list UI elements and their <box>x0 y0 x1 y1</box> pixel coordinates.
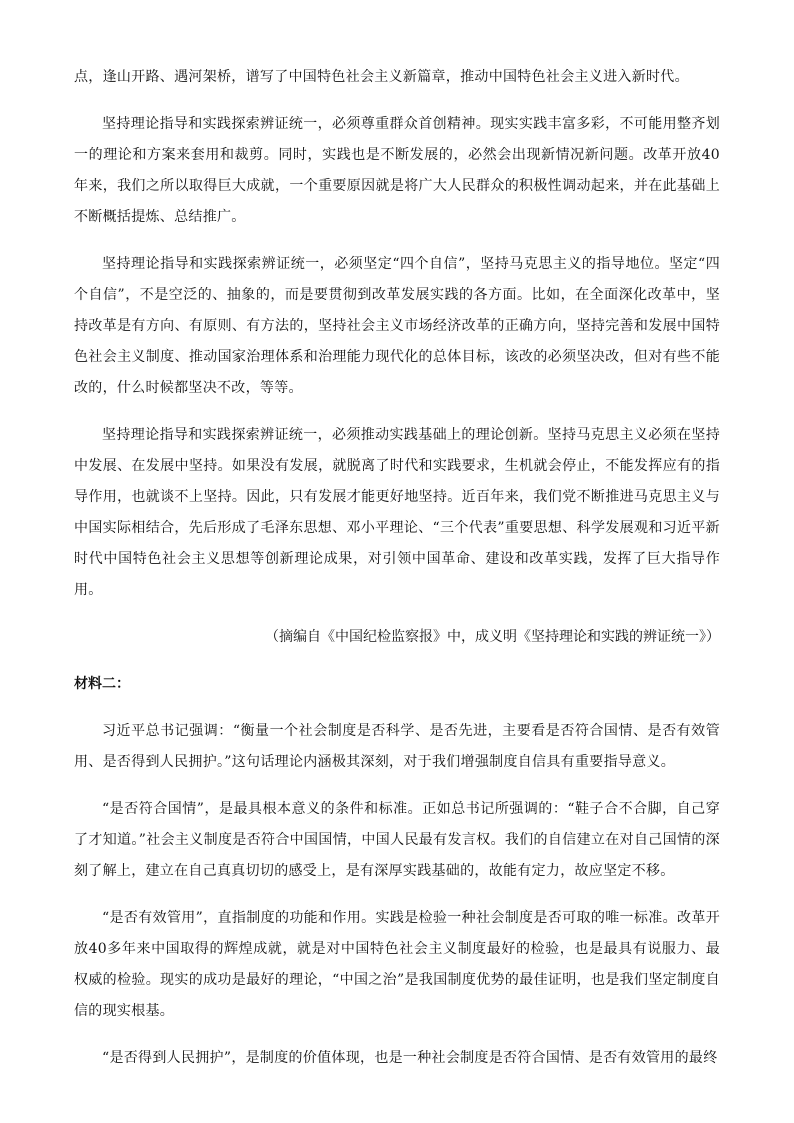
paragraph-effectiveness: “是否有效管用”，直指制度的功能和作用。实践是检验一种社会制度是否可取的唯一标准。改革开放40多年来中国取得的辉煌成就，就是对中国特色社会主义制度最好的检验，也是最具有说服力、最权威的检验。现实的成功是最好的理论，“中国之治”是我国制度优势的最佳证明，也是我们坚定制度自信的现实根基。 <box>74 910 720 1019</box>
paragraph-theoretical-innovation: 坚持理论指导和实践探索辨证统一，必须推动实践基础上的理论创新。坚持马克思主义必须在坚持中发展、在发展中坚持。如果没有发展，就脱离了时代和实践要求，生机就会停止，不能发挥应有的指导作用，也就谈不上坚持。因此，只有发展才能更好地坚持。近百年来，我们党不断推进马克思主义与中国实际相结合，先后形成了毛泽东思想、邓小平理论、“三个代表”重要思想、科学发展观和习近平新时代中国特色社会主义思想等创新理论成果，对引领中国革命、建设和改革实践，发挥了巨大指导作用。 <box>74 427 720 598</box>
paragraph-xi-quote: 习近平总书记强调：“衡量一个社会制度是否科学、是否先进，主要看是否符合国情、是否有效管用、是否得到人民拥护。”这句话理论内涵极其深刻，对于我们增强制度自信具有重要指导意义。 <box>74 723 720 770</box>
paragraph-continuation: 点，逢山开路、遇河架桥，谱写了中国特色社会主义新篇章，推动中国特色社会主义进入新时代。 <box>74 69 689 85</box>
source-citation: （摘编自《中国纪检监察报》中，成义明《坚持理论和实践的辨证统一》） <box>265 629 720 645</box>
paragraph-mass-initiative: 坚持理论指导和实践探索辨证统一，必须尊重群众首创精神。现实实践丰富多彩，不可能用整齐划一的理论和方案来套用和裁剪。同时，实践也是不断发展的，必然会出现新情况新问题。改革开放40年来，我们之所以取得巨大成就，一个重要原因就是将广大人民群众的积极性调动起来，并在此基础上不断概括提炼、总结推广。 <box>74 116 720 225</box>
material-two-heading: 材料二： <box>74 676 130 692</box>
paragraph-people-support: “是否得到人民拥护”，是制度的价值体现，也是一种社会制度是否符合国情、是否有效管用的最终 <box>102 1050 718 1066</box>
paragraph-four-confidences: 坚持理论指导和实践探索辨证统一，必须坚定“四个自信”，坚持马克思主义的指导地位。坚定“四个自信”，不是空泛的、抽象的，而是要贯彻到改革发展实践的各方面。比如，在全面深化改革中，坚持改革是有方向、有原则、有方法的，坚持社会主义市场经济改革的正确方向，坚持完善和发展中国特色社会主义制度、推动国家治理体系和治理能力现代化的总体目标，该改的必须坚决改，但对有些不能改的，什么时候都坚决不改，等等。 <box>74 256 720 396</box>
paragraph-national-conditions: “是否符合国情”，是最具根本意义的条件和标准。正如总书记所强调的：“鞋子合不合脚，自己穿了才知道。”社会主义制度是否符合中国国情，中国人民最有发言权。我们的自信建立在对自己国情的深刻了解上，建立在自己真真切切的感受上，是有深厚实践基础的，故能有定力，故应坚定不移。 <box>74 801 720 879</box>
document-body <box>74 62 720 1090</box>
